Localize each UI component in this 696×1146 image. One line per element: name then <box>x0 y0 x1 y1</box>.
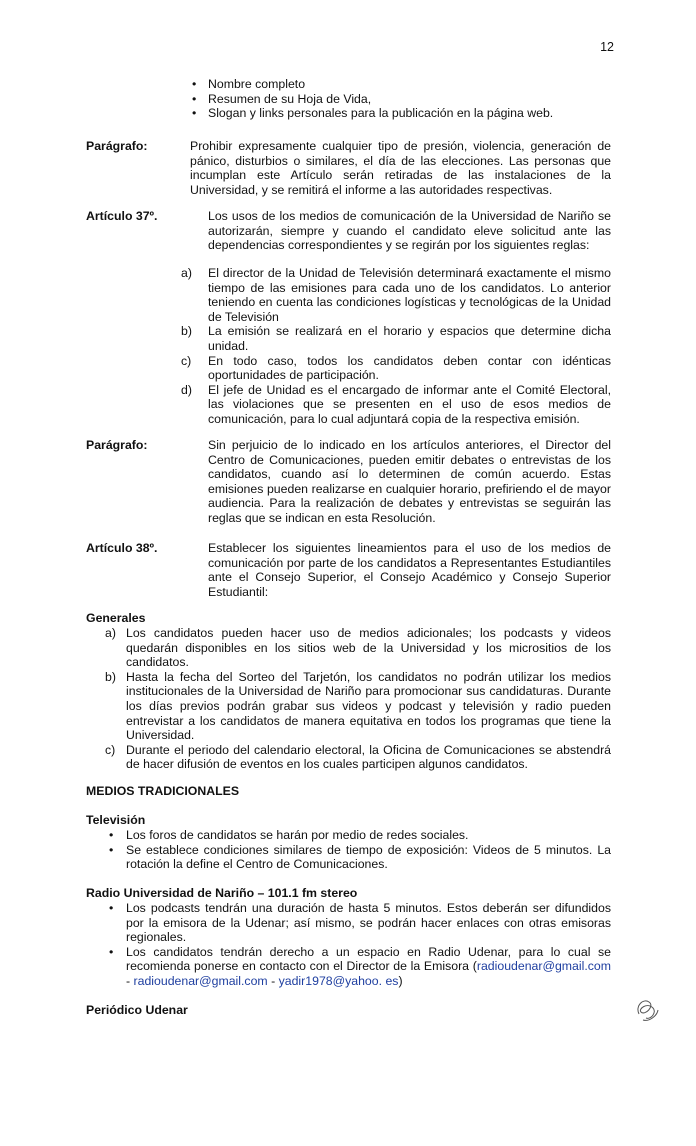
paragrafo-2-label: Parágrafo: <box>86 438 148 452</box>
list-text: El jefe de Unidad es el encargado de informar ante el Comité Electoral, las violaciones que se presenten en el uso de esos medios de comunicación, para lo cual adjuntará copia de la respectiva emisión. <box>208 382 611 426</box>
list-item <box>105 743 611 772</box>
list-marker: d) <box>181 382 192 397</box>
list-item: • Los podcasts tendrán una duración de hasta 5 minutos. Estos deberán ser difundidos por la emisora de la Udenar; así mismo, se podrán hacer enlaces con otras emisoras regionales. <box>105 901 611 945</box>
email-link-2[interactable]: radioudenar@gmail.com <box>133 973 268 988</box>
list-item: • Se establece condiciones similares de tiempo de exposición: Videos de 5 minutos. La rotación la define el Centro de Comunicaciones. <box>105 843 611 872</box>
list-marker: c) <box>105 742 116 757</box>
radio-contact-text: Los candidatos tendrán derecho a un espacio en Radio Udenar, para lo cual se recomienda ponerse en contacto con el Director de la Emisora <box>126 944 611 974</box>
generales-heading: Generales <box>86 611 146 625</box>
list-item <box>181 266 611 324</box>
list-text: El director de la Unidad de Televisión determinará exactamente el mismo tiempo de las emisiones para cada uno de los candidatos. Lo anterior teniendo en cuenta las condiciones logísticas y tecnológicas de la Unidad de Televisión <box>208 266 611 324</box>
articulo-37-list <box>181 266 611 427</box>
list-text: La emisión se realizará en el horario y espacios que determine dicha unidad. <box>208 324 611 353</box>
articulo-37-text: Los usos de los medios de comunicación de la Universidad de Nariño se autorizarán, siempre y cuando el candidato eleve solicitud ante las dependencias correspondientes y se regirán por los siguientes reglas: <box>208 209 611 253</box>
list-item: • Resumen de su Hoja de Vida, <box>188 92 608 107</box>
list-marker: c) <box>181 353 192 368</box>
articulo-37-label: Artículo 37º. <box>86 209 158 223</box>
radio-heading: Radio Universidad de Nariño – 101.1 fm stereo <box>86 886 358 900</box>
list-text: Durante el periodo del calendario electoral, la Oficina de Comunicaciones se abstendrá de hacer difusión de eventos en los cuales participen algunos candidatos. <box>126 742 611 772</box>
email-link-1[interactable]: radioudenar@gmail.com <box>476 959 611 974</box>
list-text: Hasta la fecha del Sorteo del Tarjetón, los candidatos no podrán utilizar los medios institucionales de la Universidad de Nariño para promocionar sus candidaturas. Durante los días previos podrán grabar sus videos y podcast y televisión y radio pueden entrevistar a los candidatos de manera equitativa en todos los programas que tiene la Universidad. <box>126 669 611 743</box>
list-item <box>105 626 611 670</box>
list-marker: a) <box>181 266 192 280</box>
paragrafo-1-text: Prohibir expresamente cualquier tipo de presión, violencia, generación de pánico, disturbios o similares, el día de las elecciones. Las personas que incumplan este Artículo serán retiradas de las instalaciones de la Universidad, y se remitirá el informe a las autoridades respectivas. <box>190 139 611 197</box>
list-marker: b) <box>181 324 192 339</box>
list-item: • Slogan y links personales para la publicación en la página web. <box>188 106 608 121</box>
separator: - <box>126 973 134 988</box>
page-number: 12 <box>600 40 614 54</box>
list-item <box>181 324 611 353</box>
email-link-3[interactable]: yadir1978@yahoo. es <box>278 973 399 988</box>
list-item: • Los foros de candidatos se harán por medio de redes sociales. <box>105 828 611 843</box>
articulo-38-label: Artículo 38º. <box>86 541 158 555</box>
paren-close: ) <box>398 973 403 988</box>
list-item <box>181 354 611 383</box>
generales-list <box>105 626 611 772</box>
list-item <box>181 383 611 427</box>
top-bullet-list <box>188 77 608 121</box>
paragrafo-2-text: Sin perjuicio de lo indicado en los artículos anteriores, el Director del Centro de Comunicaciones, pueden emitir debates o entrevistas de los candidatos, cuando así lo determinen de común acuerdo. Estas emisiones pueden realizarse en cualquier horario, prefiriendo el de mayor audiencia. Para la realización de debates y entrevistas se seguirán las reglas que se indican en esta Resolución. <box>208 438 611 525</box>
signature-mark <box>633 992 661 1026</box>
list-item <box>105 670 611 743</box>
paragrafo-1-label: Parágrafo: <box>86 139 148 153</box>
radio-list <box>105 901 611 989</box>
list-item <box>105 945 611 989</box>
list-text: Los candidatos pueden hacer uso de medios adicionales; los podcasts y videos quedarán disponibles en los sitios web de la Universidad y los micrositios de los candidatos. <box>126 626 611 670</box>
list-marker: b) <box>105 669 116 684</box>
medios-tradicionales-heading: MEDIOS TRADICIONALES <box>86 784 240 798</box>
separator: - <box>267 973 279 988</box>
list-marker: a) <box>105 626 116 640</box>
list-item: • Nombre completo <box>188 77 608 92</box>
articulo-38-text: Establecer los siguientes lineamientos para el uso de los medios de comunicación por parte de los candidatos a Representantes Estudiantiles ante el Consejo Superior, el Consejo Académico y Consejo Superior Estudiantil: <box>208 541 611 599</box>
periodico-heading: Periódico Udenar <box>86 1003 188 1017</box>
television-list <box>105 828 611 872</box>
television-heading: Televisión <box>86 813 146 827</box>
paren-open: ( <box>472 959 477 974</box>
list-text: En todo caso, todos los candidatos deben contar con idénticas oportunidades de participación. <box>208 353 611 383</box>
